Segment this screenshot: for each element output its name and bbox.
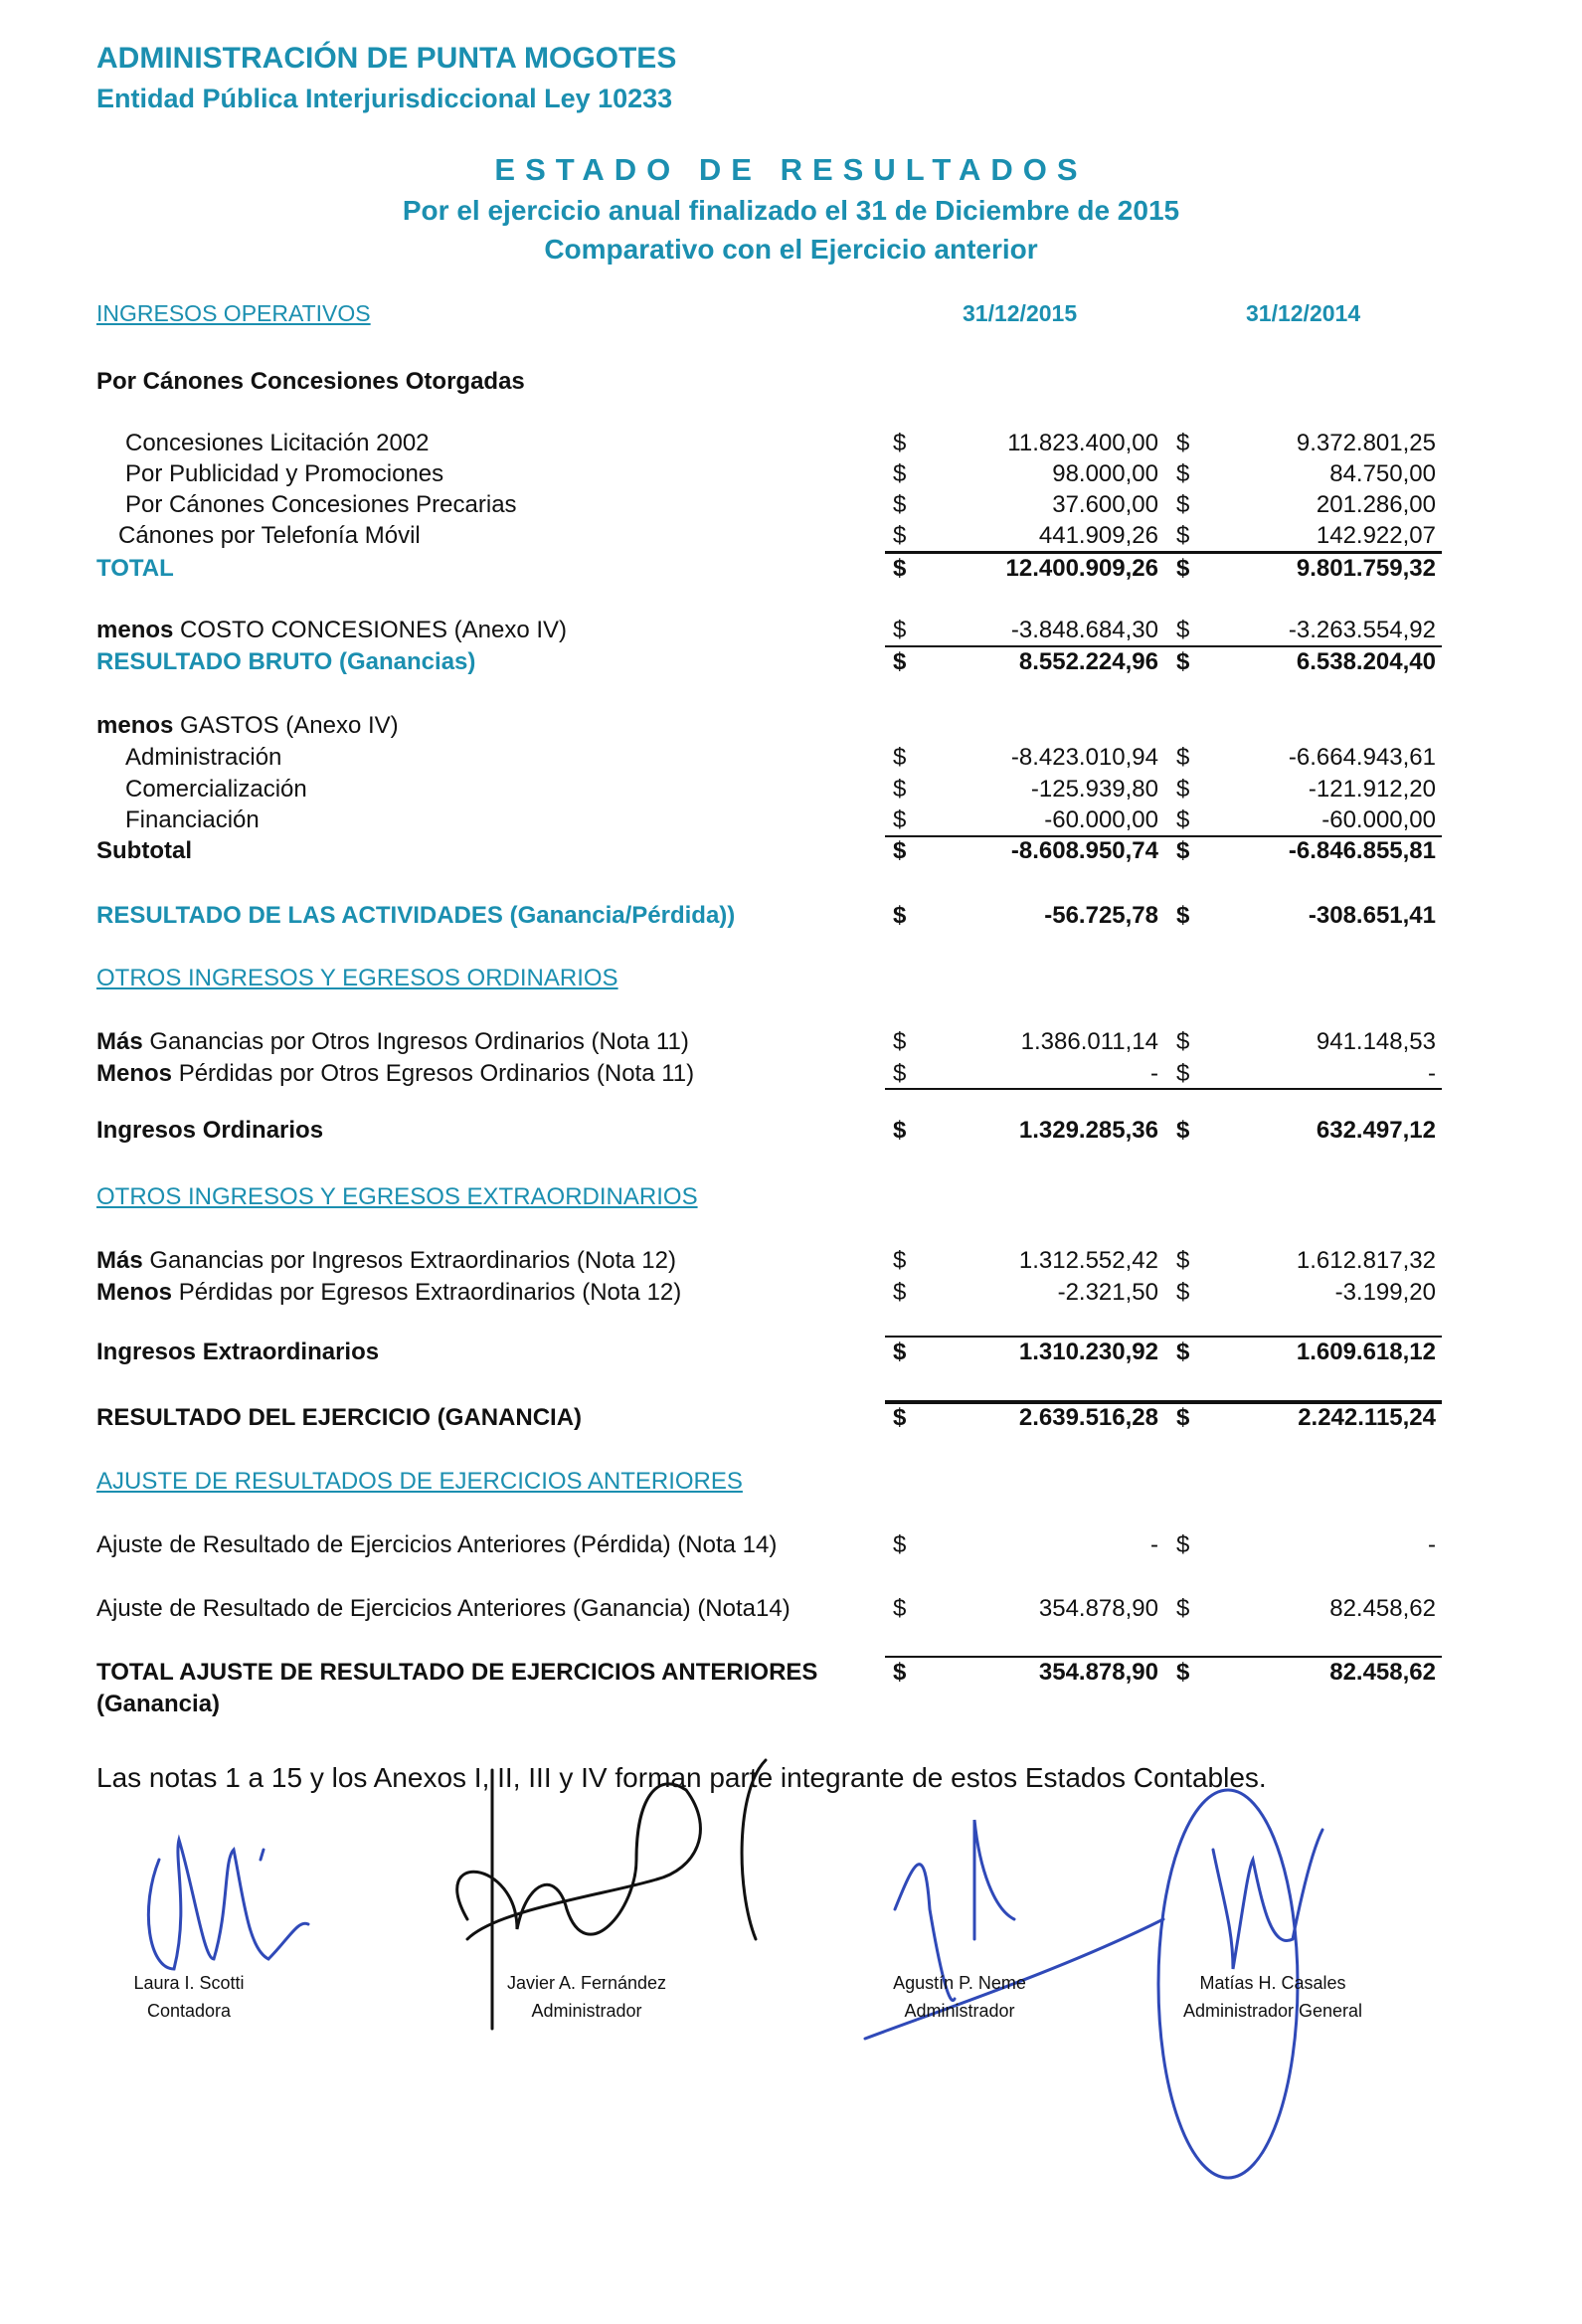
income-row: Por Publicidad y Promociones $ 98.000,00 $ 84.750,00 (125, 460, 1436, 487)
signature-name: Matías H. Casales (1199, 1973, 1346, 1993)
signature-role: Administrador (904, 2001, 1015, 2021)
income-group-title: Por Cánones Concesiones Otorgadas (96, 368, 525, 395)
total-rule (885, 645, 1442, 647)
signature-scotti-dot (261, 1850, 264, 1860)
extraordinary-gain-row: Más Ganancias por Ingresos Extraordinarios (Nota 12) $ 1.312.552,42 $ 1.612.817,32 (96, 1247, 1436, 1274)
extraordinary-loss-row: Menos Pérdidas por Egresos Extraordinarios (Nota 12) $ -2.321,50 $ -3.199,20 (96, 1279, 1436, 1306)
adjust-loss-row: Ajuste de Resultado de Ejercicios Anteriores (Pérdida) (Nota 14) $ - $ - (96, 1531, 1436, 1558)
total-rule (885, 1088, 1442, 1090)
expense-row: Administración $ -8.423.010,94 $ -6.664.943,61 (125, 744, 1436, 771)
signature-role: Contadora (146, 2001, 232, 2021)
entity-name: Entidad Pública Interjurisdiccional Ley 10233 (96, 84, 673, 113)
expense-row: Comercialización $ -125.939,80 $ -121.912,20 (125, 776, 1436, 803)
expenses-subtotal-row: Subtotal $ -8.608.950,74 $ -6.846.855,81 (96, 837, 1436, 864)
footnote: Las notas 1 a 15 y los Anexos I, II, III y IV forman parte integrante de estos Estados Contables. (96, 1762, 1267, 1793)
signature-name: Javier A. Fernández (506, 1973, 667, 1993)
column-2014: 31/12/2014 (1246, 300, 1361, 326)
ordinary-gain-row: Más Ganancias por Otros Ingresos Ordinarios (Nota 11) $ 1.386.011,14 $ 941.148,53 (96, 1028, 1436, 1055)
section-operating-income: INGRESOS OPERATIVOS (96, 300, 371, 326)
expense-row: Financiación $ -60.000,00 $ -60.000,00 (125, 806, 1436, 833)
ordinary-total-row: Ingresos Ordinarios $ 1.329.285,36 $ 632.497,12 (96, 1117, 1436, 1144)
column-header-row (0, 300, 1582, 332)
expenses-title: menos GASTOS (Anexo IV) (96, 712, 399, 739)
period-result-row: RESULTADO DEL EJERCICIO (GANANCIA) $ 2.639.516,28 $ 2.242.115,24 (96, 1404, 1436, 1431)
statement-title: ESTADO DE RESULTADOS (494, 152, 1088, 187)
adjust-gain-row: Ajuste de Resultado de Ejercicios Anteriores (Ganancia) (Nota14) $ 354.878,90 $ 82.458,62 (96, 1595, 1436, 1622)
ordinary-loss-row: Menos Pérdidas por Otros Egresos Ordinarios (Nota 11) $ - $ - (96, 1060, 1436, 1087)
signature-name: Laura I. Scotti (133, 1973, 245, 1993)
statement-comparative: Comparativo con el Ejercicio anterior (544, 234, 1038, 265)
section-extraordinary: OTROS INGRESOS Y EGRESOS EXTRAORDINARIOS (96, 1183, 698, 1210)
column-2015: 31/12/2015 (963, 300, 1078, 326)
income-row: Cánones por Telefonía Móvil $ 441.909,26 $ 142.922,07 (118, 522, 1436, 549)
section-adjust: AJUSTE DE RESULTADOS DE EJERCICIOS ANTERIORES (96, 1468, 743, 1495)
total-rule (885, 1336, 1442, 1338)
income-total-row: TOTAL $ 12.400.909,26 $ 9.801.759,32 (96, 555, 1436, 582)
signature-role: Administrador (531, 2001, 642, 2021)
section-ordinary: OTROS INGRESOS Y EGRESOS ORDINARIOS (96, 965, 618, 991)
activities-result-row: RESULTADO DE LAS ACTIVIDADES (Ganancia/Pérdida)) $ -56.725,78 $ -308.651,41 (96, 902, 1436, 929)
signature-role: Administrador General (1182, 2001, 1363, 2021)
statement-period: Por el ejercicio anual finalizado el 31 de Diciembre de 2015 (402, 195, 1180, 226)
total-rule (885, 551, 1442, 554)
income-row: Por Cánones Concesiones Precarias $ 37.600,00 $ 201.286,00 (125, 491, 1436, 518)
cost-row: menos COSTO CONCESIONES (Anexo IV) $ -3.848.684,30 $ -3.263.554,92 (96, 617, 1436, 643)
signature-scotti (148, 1840, 308, 1969)
adjust-total-row: TOTAL AJUSTE DE RESULTADO DE EJERCICIOS ANTERIORES $ 354.878,90 $ 82.458,62 (96, 1659, 1436, 1686)
extraordinary-total-row: Ingresos Extraordinarios $ 1.310.230,92 $ 1.609.618,12 (96, 1339, 1436, 1365)
signature-casales (1213, 1830, 1322, 1969)
org-name: ADMINISTRACIÓN DE PUNTA MOGOTES (96, 42, 677, 75)
total-rule (885, 1656, 1442, 1658)
signature-name: Agustín P. Neme (893, 1973, 1026, 1993)
income-row: Concesiones Licitación 2002 $ 11.823.400,00 $ 9.372.801,25 (125, 430, 1436, 456)
gross-result-row: RESULTADO BRUTO (Ganancias) $ 8.552.224,96 $ 6.538.204,40 (96, 648, 1436, 675)
signature-scribbles (0, 1710, 1582, 2188)
adjust-total-row-suffix: (Ganancia) (96, 1691, 221, 1717)
